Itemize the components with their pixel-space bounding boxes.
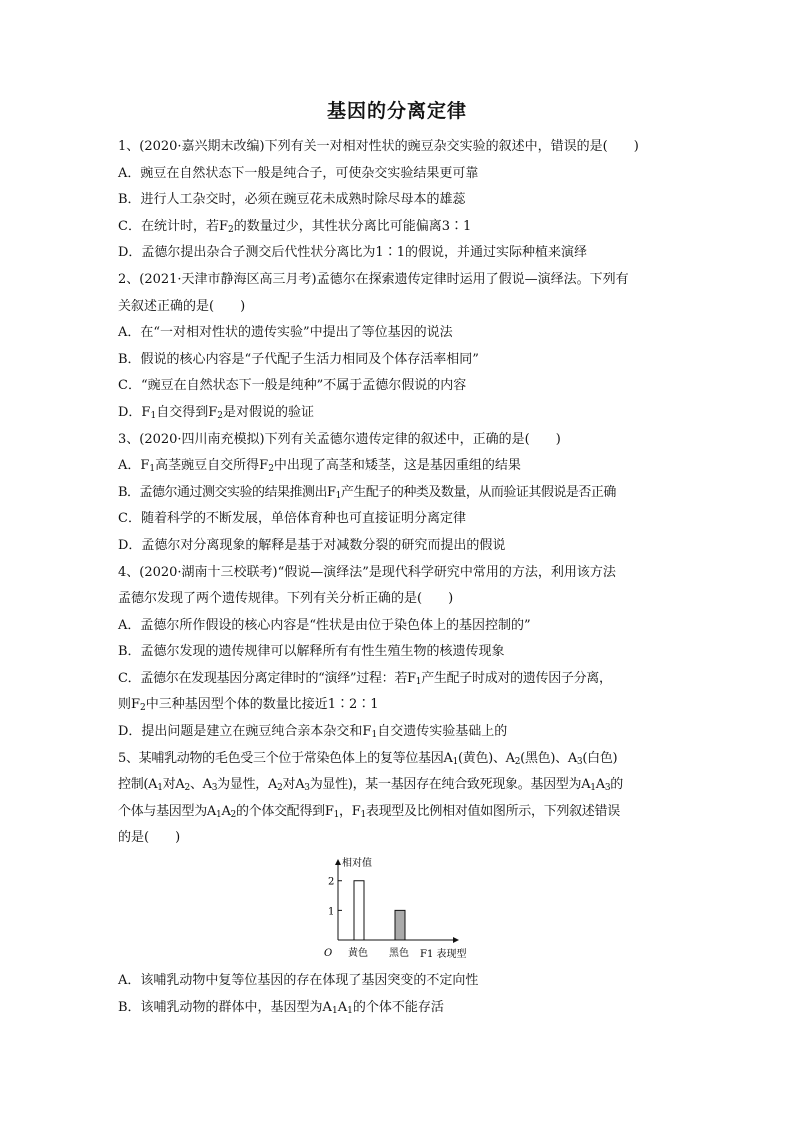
question-2-option-d: D．$F_1$自交得到$F_2$是对假说的验证 [118,404,314,421]
question-2-option-c: C．“豌豆在自然状态下一般是纯种”不属于孟德尔假说的内容 [118,378,467,394]
question-3-option-c: C．随着科学的不断发展，单倍体育种也可直接证明分离定律 [118,511,466,527]
question-5-stem-line2: 控制($A_1$对$A_2$、$A_3$为显性，$A_2$对$A_3$为显性)，某一基因存在纯合致死现象。基因型为$A_1A_3$的 [118,777,623,794]
phenotype-chart-wrap [118,852,678,968]
page-title: 基因的分离定律 [326,100,467,122]
question-2-stem-line2: 关叙述正确的是( ) [118,298,246,314]
phenotype-bar-chart [118,852,678,968]
question-4-stem-line1: 4、(2020·湖南十三校联考)“假说—演绎法”是现代科学研究中常用的方法，利用该方法 [118,564,616,580]
question-5-stem-line3: 个体与基因型为$A_1A_2$的个体交配得到$F_1$，$F_1$表现型及比例相对值如图所示，下列叙述错误 [118,803,620,820]
question-4-option-d: D．提出问题是建立在豌豆纯合亲本杂交和$F_1$自交遗传实验基础上的 [118,724,508,741]
question-5-stem-line4: 的是( ) [118,830,181,846]
chart-xlabel: F1 表现型 [420,949,467,961]
question-5-stem-line1: 5、某哺乳动物的毛色受三个位于常染色体上的复等位基因$A_1$(黄色)、$A_2$(黑色)、$A_3$(白色) [118,750,618,767]
chart-bar-2 [395,910,405,940]
chart-category-label: 黑色 [389,948,409,960]
question-2-option-b: B．假说的核心内容是“子代配子生活力相同及个体存活率相同” [118,351,479,367]
question-5-option-a: A．该哺乳动物中复等位基因的存在体现了基因突变的不定向性 [118,973,479,989]
chart-ylabel: 相对值 [342,858,372,870]
question-list [118,134,678,1021]
chart-bar-1 [354,881,364,940]
question-5-option-b: B．该哺乳动物的群体中，基因型为$A_1A_1$的个体不能存活 [118,999,444,1016]
question-3-option-a: A．$F_1$高茎豌豆自交所得$F_2$中出现了高茎和矮茎，这是基因重组的结果 [118,458,521,475]
question-3-option-d: D．孟德尔对分离现象的解释是基于对减数分裂的研究而提出的假说 [118,537,506,553]
question-4-stem-line2: 孟德尔发现了两个遗传规律。下列有关分析正确的是( ) [118,591,454,607]
question-1-option-b: B．进行人工杂交时，必须在豌豆花未成熟时除尽母本的雄蕊 [118,192,466,208]
question-1-option-a: A．豌豆在自然状态下一般是纯合子，可使杂交实验结果更可靠 [118,165,479,181]
question-2-option-a: A．在“一对相对性状的遗传实验”中提出了等位基因的说法 [118,325,453,341]
question-4-option-a: A．孟德尔所作假设的核心内容是“性状是由位于染色体上的基因控制的” [118,617,531,633]
chart-origin-label: O [324,948,333,960]
question-2-stem-line1: 2、(2021·天津市静海区高三月考)孟德尔在探索遗传定律时运用了假说—演绎法。下列有 [118,271,629,287]
chart-y-tick-label: 2 [328,876,335,888]
question-3-option-b: B．孟德尔通过测交实验的结果推测出$F_1$产生配子的种类及数量，从而验证其假说是否正确 [118,484,616,501]
question-4-option-b: B．孟德尔发现的遗传规律可以解释所有有性生殖生物的核遗传现象 [118,644,505,660]
chart-y-tick-label: 1 [328,906,335,918]
question-1-option-d: D．孟德尔提出杂合子测交后代性状分离比为1∶1的假说，并通过实际种植来演绎 [118,245,587,261]
question-4-option-c-line1: C．孟德尔在发现基因分离定律时的“演绎”过程：若$F_1$产生配子时成对的遗传因子分离， [118,670,612,687]
question-3-stem: 3、(2020·四川南充模拟)下列有关孟德尔遗传定律的叙述中，正确的是( ) [118,431,561,447]
chart-category-label: 黄色 [348,948,368,960]
question-1-option-c: C．在统计时，若$F_2$的数量过少，其性状分离比可能偏离3∶1 [118,218,472,235]
question-1-stem: 1、(2020·嘉兴期末改编)下列有关一对相对性状的豌豆杂交实验的叙述中，错误的是( ) [118,139,639,154]
question-4-option-c-line2: 则$F_2$中三种基因型个体的数量比接近1∶2∶1 [118,697,379,714]
